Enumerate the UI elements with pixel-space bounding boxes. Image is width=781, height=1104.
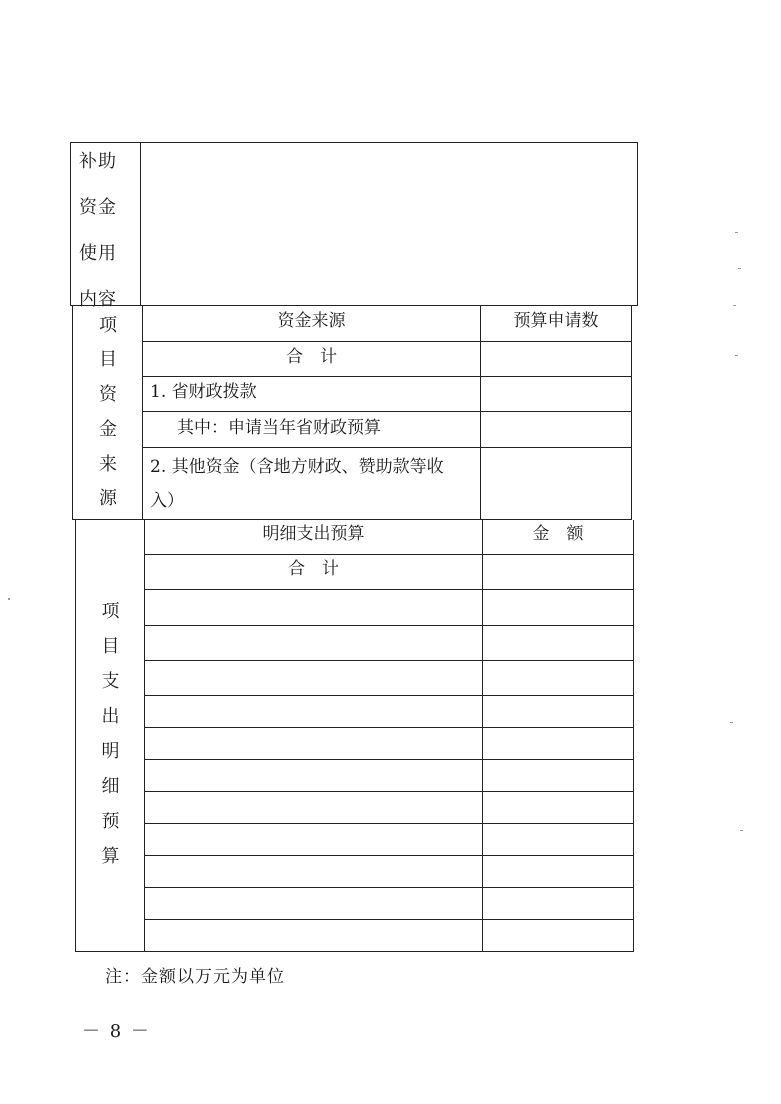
expense-amount-cell xyxy=(483,888,633,919)
other-funds-value xyxy=(481,448,631,520)
other-funds-label-line-1: 2. 其他资金（含地方财政、赞助款等收 xyxy=(150,457,444,477)
unit-note: 注：金额以万元为单位 xyxy=(105,967,285,987)
usage-label-line-4: 内容 xyxy=(79,289,117,310)
fund-source-label-char-6: 源 xyxy=(99,488,117,509)
current-year-budget-label: 其中：申请当年省财政预算 xyxy=(143,412,481,447)
fund-source-label-cell xyxy=(73,306,143,519)
fund-source-header: 资金来源 xyxy=(143,306,481,341)
expense-detail-label-cell xyxy=(76,520,145,951)
expense-amount-cell xyxy=(483,824,633,855)
scan-speck xyxy=(735,232,738,233)
expense-item-cell xyxy=(145,792,483,823)
expense-detail-row xyxy=(145,728,633,760)
current-year-budget-row xyxy=(143,412,631,448)
expense-item-cell xyxy=(145,626,483,660)
expense-detail-label-char-6: 细 xyxy=(101,776,120,797)
fund-source-label-char-2: 目 xyxy=(99,349,117,370)
expense-detail-row xyxy=(145,920,633,952)
expense-item-cell xyxy=(145,920,483,952)
expense-detail-row xyxy=(145,661,633,696)
fund-source-total-value xyxy=(481,342,631,376)
expense-item-cell xyxy=(145,696,483,727)
expense-item-cell xyxy=(145,760,483,791)
expense-amount-cell xyxy=(483,728,633,759)
expense-detail-label-char-1: 项 xyxy=(101,601,120,622)
provincial-allocation-value xyxy=(481,377,631,411)
expense-detail-label-char-2: 目 xyxy=(101,636,120,657)
expense-detail-row xyxy=(145,792,633,824)
amount-header: 金 额 xyxy=(532,524,584,544)
expense-item-cell xyxy=(145,728,483,759)
expense-amount-cell xyxy=(483,920,633,952)
expense-detail-label-char-7: 预 xyxy=(101,811,120,832)
fund-source-total-row xyxy=(143,342,631,377)
scan-speck xyxy=(735,355,738,356)
page-number: － 8 － xyxy=(82,1021,151,1042)
expense-detail-row xyxy=(145,888,633,920)
expense-detail-label-char-5: 明 xyxy=(101,741,120,762)
expense-item-cell xyxy=(145,590,483,625)
scan-speck xyxy=(8,598,10,600)
usage-label-line-1: 补助 xyxy=(79,151,117,172)
expense-detail-row xyxy=(145,590,633,626)
fund-source-header-row xyxy=(143,306,631,342)
expense-detail-header: 明细支出预算 xyxy=(145,520,483,554)
usage-content-cell xyxy=(141,143,637,305)
scan-speck xyxy=(730,722,733,723)
expense-detail-section xyxy=(75,520,634,952)
expense-amount-cell xyxy=(483,590,633,625)
expense-item-cell xyxy=(145,888,483,919)
fund-source-label-char-3: 资 xyxy=(99,384,117,405)
expense-amount-cell xyxy=(483,661,633,695)
fund-source-label-char-5: 来 xyxy=(99,454,117,475)
expense-detail-row xyxy=(145,760,633,792)
scan-speck xyxy=(740,830,743,831)
usage-label-line-3: 使用 xyxy=(79,243,117,264)
other-funds-row xyxy=(143,448,631,520)
expense-detail-total-row xyxy=(145,555,633,590)
expense-detail-total-label: 合 计 xyxy=(145,555,483,589)
usage-section xyxy=(70,142,638,310)
expense-detail-total-value xyxy=(483,555,633,589)
fund-source-section xyxy=(72,306,632,520)
expense-amount-cell xyxy=(483,626,633,660)
provincial-allocation-row xyxy=(143,377,631,412)
expense-detail-label-char-3: 支 xyxy=(101,671,120,692)
usage-label-cell xyxy=(71,143,141,310)
expense-item-cell xyxy=(145,856,483,887)
expense-detail-header-row xyxy=(145,520,633,555)
expense-detail-label-char-4: 出 xyxy=(101,706,120,727)
expense-item-cell xyxy=(145,824,483,855)
fund-source-label-char-1: 项 xyxy=(99,315,117,336)
other-funds-label-line-2: 入） xyxy=(150,491,184,511)
expense-item-cell xyxy=(145,661,483,695)
expense-amount-cell xyxy=(483,760,633,791)
expense-amount-cell xyxy=(483,792,633,823)
usage-label-line-2: 资金 xyxy=(79,197,117,218)
expense-amount-cell xyxy=(483,696,633,727)
current-year-budget-value xyxy=(481,412,631,447)
scan-speck xyxy=(733,305,736,306)
expense-amount-cell xyxy=(483,856,633,887)
expense-detail-row xyxy=(145,856,633,888)
expense-detail-label-char-8: 算 xyxy=(101,846,120,867)
fund-source-label-char-4: 金 xyxy=(99,419,117,440)
expense-detail-row xyxy=(145,824,633,856)
fund-source-total-label: 合 计 xyxy=(143,342,481,376)
scan-speck xyxy=(738,268,741,269)
expense-detail-row xyxy=(145,626,633,661)
budget-request-header: 预算申请数 xyxy=(513,311,599,331)
expense-detail-row xyxy=(145,696,633,728)
other-funds-label xyxy=(143,448,481,520)
provincial-allocation-label: 1. 省财政拨款 xyxy=(143,377,481,411)
